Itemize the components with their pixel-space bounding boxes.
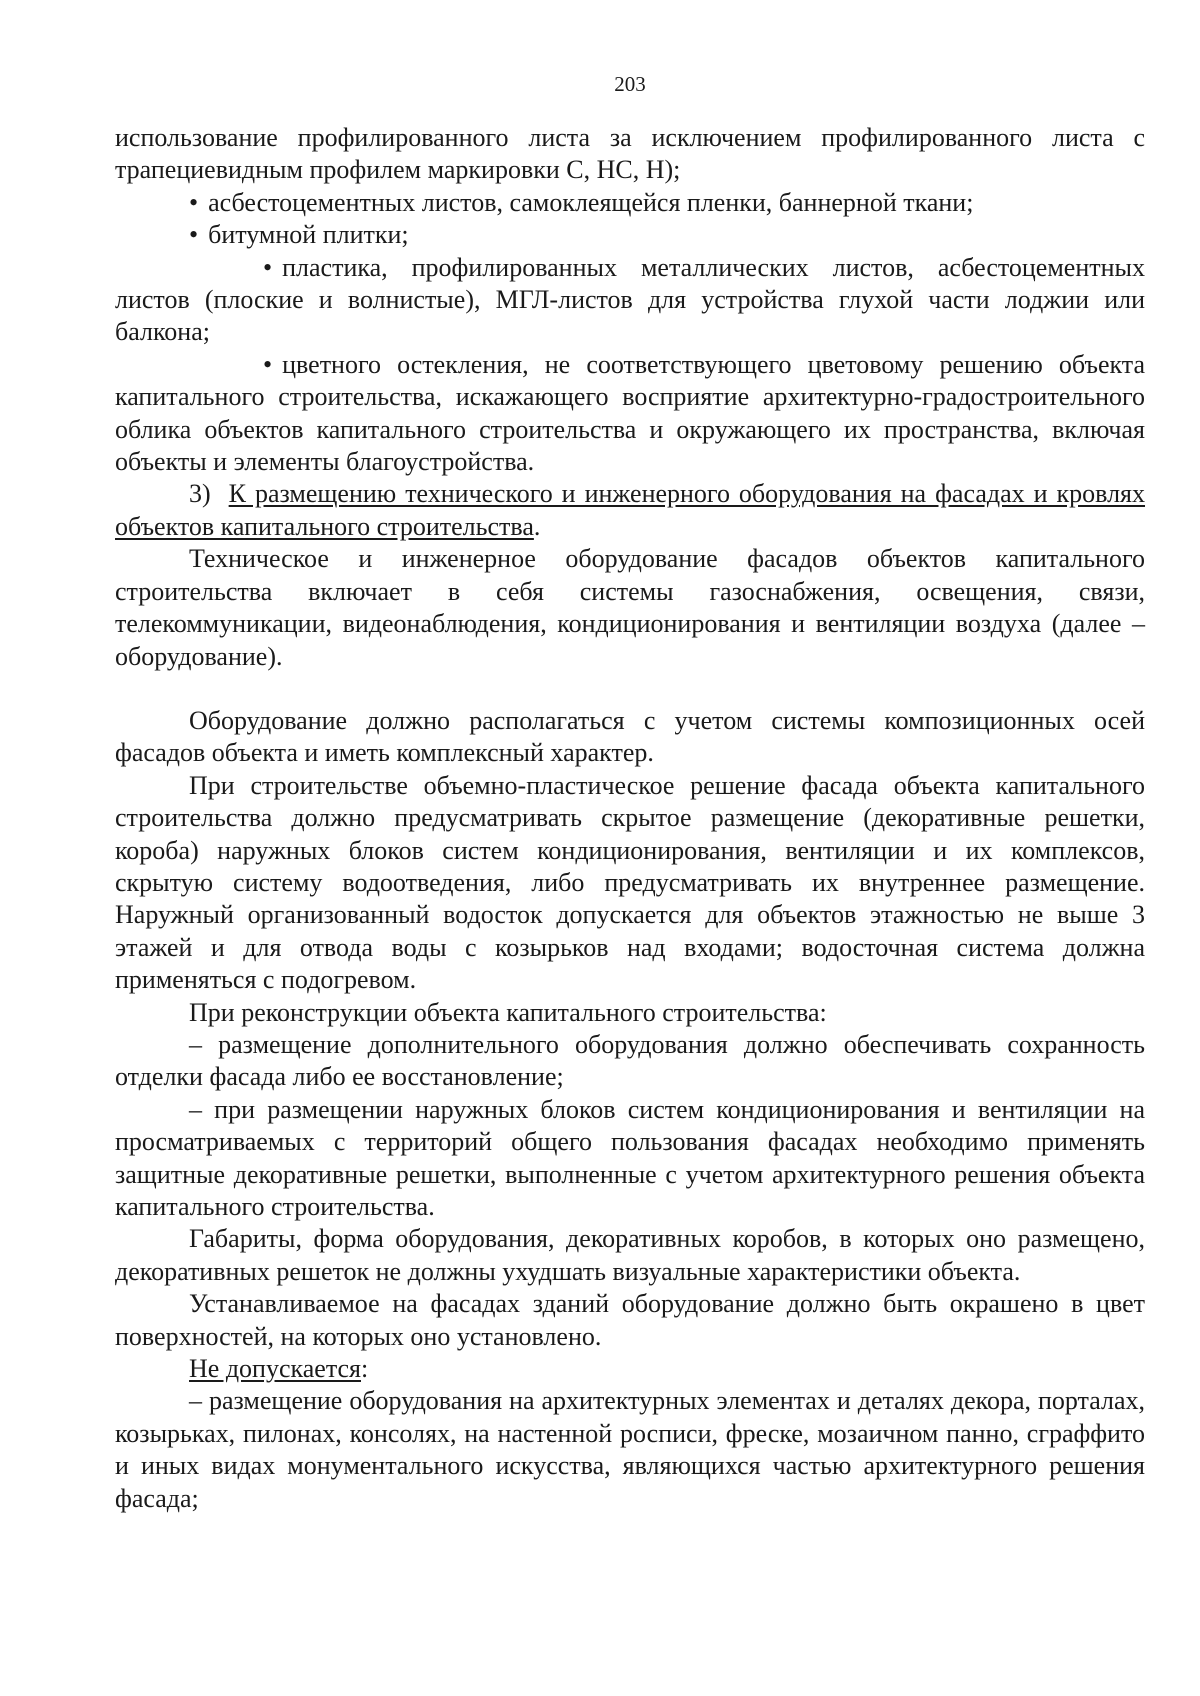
not-allowed-colon: :: [361, 1354, 369, 1384]
section-title: К размещению технического и инженерного оборудования на фасадах и кровлях объектов капитального строительства: [115, 479, 1146, 541]
document-page: [115, 0, 1145, 1696]
paragraph-color: Устанавливаемое на фасадах зданий оборудование должно быть окрашено в цвет поверхностей, на которых оно установлено.: [115, 1289, 1145, 1351]
bullet-text: асбестоцементных листов, самоклеящейся пленки, баннерной ткани;: [208, 187, 974, 217]
section-3-heading: [115, 478, 1145, 543]
bullet-icon: •: [189, 187, 199, 217]
bullet-text: битумной плитки;: [208, 220, 409, 250]
paragraph-composition-axes: Оборудование должно располагаться с учетом системы композиционных осей фасадов объекта и иметь комплексный характер.: [115, 705, 1145, 768]
bullet-icon: •: [263, 252, 273, 282]
dash-item-decor-placement: – размещение оборудования на архитектурных элементах и деталях декора, порталах, козырьках, пилонах, консолях, на настенной росписи, фреске, мозаичном панно, сграффито и иных видах монументального искусства, являющихся частью архитектурного решения фасада;: [115, 1386, 1145, 1513]
bullet-item-bitumen: [115, 219, 1145, 251]
page-number: 203: [614, 72, 646, 96]
not-allowed-label: Не допускается: [189, 1354, 361, 1384]
not-allowed-heading: [115, 1353, 1145, 1385]
paragraph-construction: При строительстве объемно-пластическое решение фасада объекта капитального строительства должно предусматривать скрытое размещение (декоративные решетки, короба) наружных блоков систем кондиционирования, вентиляции и их комплексов, скрытую систему водоотведения, либо предусматривать их внутреннее размещение. Наружный организованный водосток допускается для объектов этажностью не выше 3 этажей и для отвода воды с козырьков над входами; водосточная система должна применяться с подогревом.: [115, 770, 1145, 995]
paragraph-equipment-definition: Техническое и инженерное оборудование фасадов объектов капитального строительства включает в себя системы газоснабжения, освещения, связи, телекоммуникации, видеонаблюдения, кондиционирования и вентиляции воздуха (далее – оборудование).: [115, 544, 1145, 671]
paragraph-spacer: [115, 673, 1145, 705]
paragraph-reconstruction: При реконструкции объекта капитального строительства:: [189, 997, 827, 1027]
dash-item-additional-equipment: – размещение дополнительного оборудования должно обеспечивать сохранность отделки фасада либо ее восстановление;: [115, 1029, 1145, 1092]
bullet-item-colored-glazing: [115, 349, 1145, 479]
dash-item-outdoor-units: – при размещении наружных блоков систем кондиционирования и вентиляции на просматриваемых с территорий общего пользования фасадах необходимо применять защитные декоративные решетки, выполненные с учетом архитектурного решения объекта капитального строительства.: [115, 1094, 1145, 1221]
bullet-text: цветного остекления, не соответствующего цветовому решению объекта капитального строительства, искажающего восприятие архитектурно-градостроительного облика объектов капитального строительства и окружающего их пространства, включая объекты и элементы благоустройства.: [115, 349, 1145, 477]
section-number: 3): [189, 479, 211, 509]
bullet-item-plastic: [115, 252, 1145, 349]
bullet-item-asbestos: [115, 187, 1145, 219]
section-title-end: .: [533, 511, 541, 541]
bullet-icon: •: [263, 349, 273, 379]
bullet-text: пластика, профилированных металлических листов, асбестоцементных листов (плоские и волнистые), МГЛ-листов для устройства глухой части лоджии или балкона;: [115, 252, 1145, 347]
document-body: [115, 122, 1145, 1515]
paragraph-profiled-sheet: использование профилированного листа за исключением профилированного листа с трапециевидным профилем маркировки С, НС, Н);: [115, 123, 1145, 185]
paragraph-dimensions: Габариты, форма оборудования, декоративных коробов, в которых оно размещено, декоративных решеток не должны ухудшать визуальные характеристики объекта.: [115, 1224, 1145, 1286]
bullet-icon: •: [189, 220, 199, 250]
